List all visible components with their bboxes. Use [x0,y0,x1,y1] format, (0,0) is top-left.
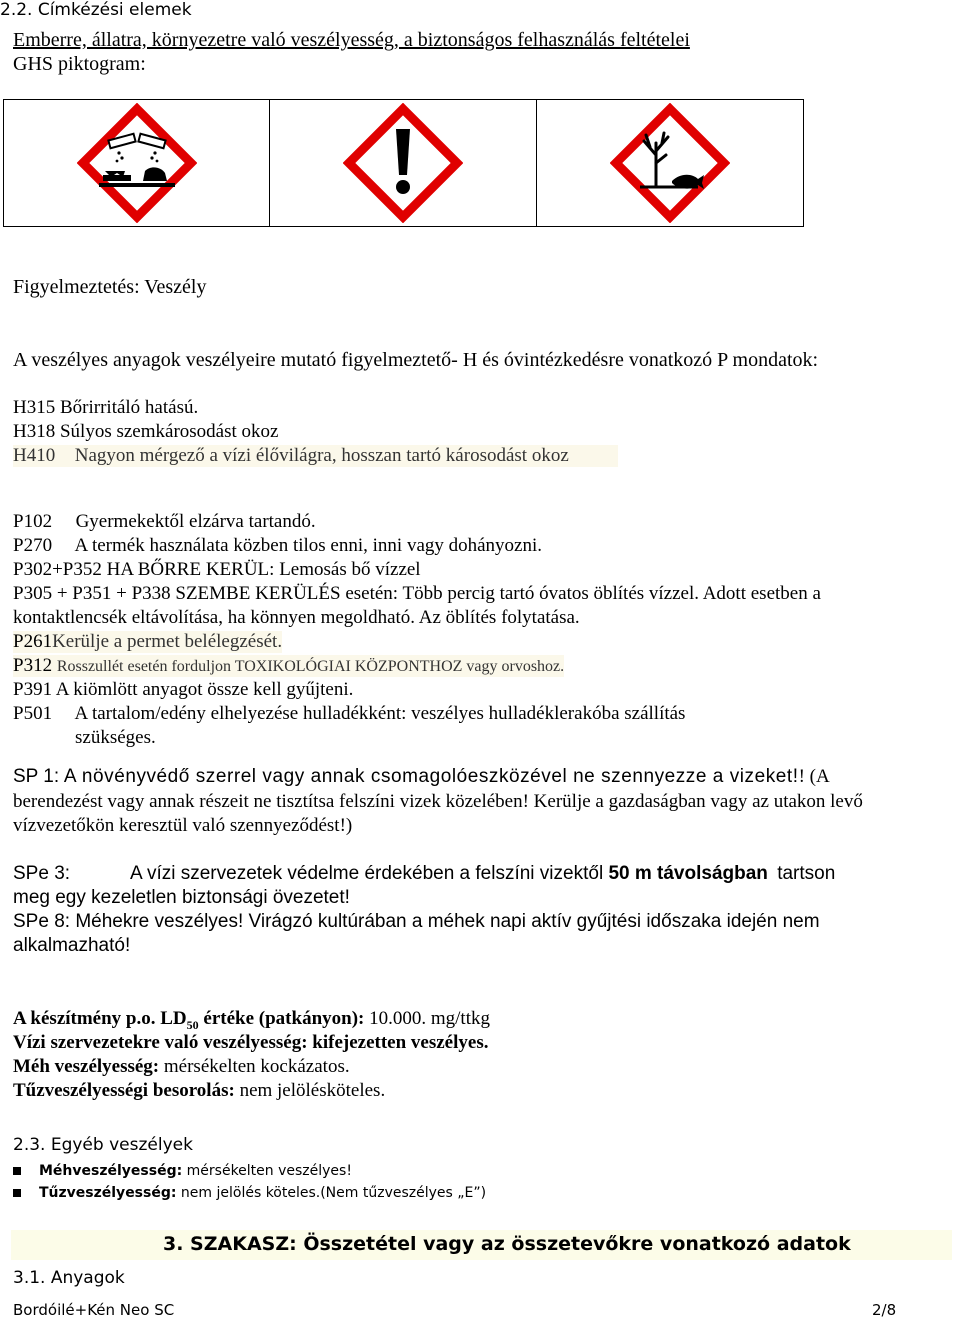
corrosion-pictogram [3,99,270,227]
section-heading-2-3: 2.3. Egyéb veszélyek [13,1135,193,1155]
ld50-label2: értéke (patkányon): [198,1008,365,1029]
corrosion-icon [77,103,197,223]
p-statement-p102 [13,511,316,533]
sp1-tail: ! (A [798,766,830,787]
ld50-subscript: 50 [186,1017,199,1032]
section-heading-3: 3. SZAKASZ: Összetétel vagy az összetevőkre vonatkozó adatok [163,1233,851,1255]
spe3-label: SPe 3 [13,863,65,884]
signal-word: Figyelmeztetés: Veszély [13,276,207,298]
exclamation-pictogram [270,99,537,227]
spe3-text-a: A vízi szervezetek védelme érdekében a felszíni vizektől [130,863,604,884]
section-heading-2-2: 2.2. Címkézési elemek [0,0,192,20]
h-code: H410 [13,445,56,466]
spe3-colon: : [64,863,71,884]
spe3-line2: meg egy kezeletlen biztonsági övezetet! [13,887,350,908]
sp1-label: SP 1: [13,766,60,787]
fire-label: Tűzveszélyességi besorolás: [13,1080,235,1101]
ld50-line [13,1008,490,1033]
spe3-text-b: tartson [777,863,836,884]
section-subheading: Emberre, állatra, környezetre való veszélyesség, a biztonságos felhasználás feltételei [13,29,690,51]
list-item-value: mérsékelten veszélyes! [182,1163,352,1179]
spe8-line1 [13,911,820,933]
h-code: H315 [13,397,56,418]
bee-hazard-line [13,1056,350,1078]
p-statement-p305-line2: kontaktlencsék eltávolítása, ha könnyen megoldható. Az öblítés folytatása. [13,607,580,628]
p-statement-p302: P302+P352 HA BŐRRE KERÜL: Lemosás bő vízzel [13,559,421,580]
p-statement-p305-line1: P305 + P351 + P338 SZEMBE KERÜLÉS esetén: Több percig tartó óvatos öblítés vízzel. Adott esetben a [13,583,821,604]
spe8-label: SPe 8: [13,911,71,932]
exclamation-mark-icon [343,103,463,223]
square-bullet-icon [13,1167,21,1175]
h-code: H318 [13,421,56,442]
p-statement-p261 [13,631,282,653]
p-text: Gyermekektől elzárva tartandó. [75,511,316,532]
sp1-line1 [13,766,830,788]
h-statement-h315 [13,397,198,419]
sp1-line2: berendezést vagy annak részeit ne tisztítsa felszíni vizek közelében! Kerülje a gazdaságban vagy az utakon levő [13,791,863,812]
list-item [13,1185,486,1201]
spe3-distance: 50 m távolságban [608,863,768,884]
footer-page-number: 2/8 [872,1301,897,1319]
h-text: Nagyon mérgező a vízi élővilágra, hosszan tartó károsodást okoz [74,445,569,466]
p-code: P261 [13,631,53,652]
p-statement-p501 [13,703,685,725]
p-text: A tartalom/edény elhelyezése hulladékként: veszélyes hulladéklerakóba szállítás [74,703,686,724]
p-statement-p391: P391 A kiömlött anyagot össze kell gyűjteni. [13,679,354,700]
sp1-line3: vízvezetőkön keresztül való szennyeződést!) [13,815,353,836]
ld50-label: A készítmény p.o. LD [13,1008,187,1029]
spe8-text-b: Virágzó kultúrában a méhek napi aktív gyűjtési időszaka idején nem [243,911,820,932]
sp1-text: A növényvédő szerrel vagy annak csomagolóeszközével ne szennyezze a vizeket! [59,766,799,787]
p-code: P312 [13,655,53,676]
p-code: P102 [13,511,53,532]
fire-hazard-line [13,1080,385,1102]
list-item-label: Méhveszélyesség: [39,1163,183,1179]
aquatic-hazard: Vízi szervezetekre való veszélyesség: kifejezetten veszélyes. [13,1032,489,1053]
spe8-text-a: Méhekre veszélyes! [70,911,244,932]
statements-heading: A veszélyes anyagok veszélyeire mutató figyelmeztető- H és óvintézkedésre vonatkozó P mondatok: [13,349,819,371]
p-text: Rosszullét esetén forduljon TOXIKOLÓGIAI KÖZPONTHOZ vagy orvoshoz. [56,658,565,675]
footer-product-name: Bordóilé+Kén Neo SC [13,1301,175,1319]
section-heading-3-1: 3.1. Anyagok [13,1268,125,1288]
p-code: P270 [13,535,53,556]
list-item [13,1163,352,1179]
p-code: P501 [13,703,53,724]
square-bullet-icon [13,1189,21,1197]
list-item-label: Tűzveszélyesség: [39,1185,177,1201]
dead-tree-fish-icon [610,103,730,223]
spe3-line1 [13,863,835,885]
h-statement-h318 [13,421,278,443]
p-text: A termék használata közben tilos enni, inni vagy dohányozni. [74,535,543,556]
environment-pictogram [537,99,804,227]
bee-label: Méh veszélyesség: [13,1056,160,1077]
ghs-label: GHS piktogram: [13,53,146,75]
h-statement-h410 [13,445,618,467]
ghs-pictogram-row [3,99,805,227]
fire-value: nem jelölésköteles. [234,1080,386,1101]
p-statement-p312 [13,655,564,677]
ld50-value: 10.000. mg/ttkg [364,1008,490,1029]
p-statement-p270 [13,535,542,557]
list-item-value: nem jelölés köteles.(Nem tűzveszélyes „E”) [176,1185,487,1201]
bee-value: mérsékelten kockázatos. [159,1056,350,1077]
p-statement-p501-line2: szükséges. [75,727,156,748]
h-text: Bőrirritáló hatású. [59,397,199,418]
spe8-line2: alkalmazható! [13,935,131,956]
h-text: Súlyos szemkárosodást okoz [59,421,279,442]
p-text: Kerülje a permet belélegzését. [52,631,283,652]
